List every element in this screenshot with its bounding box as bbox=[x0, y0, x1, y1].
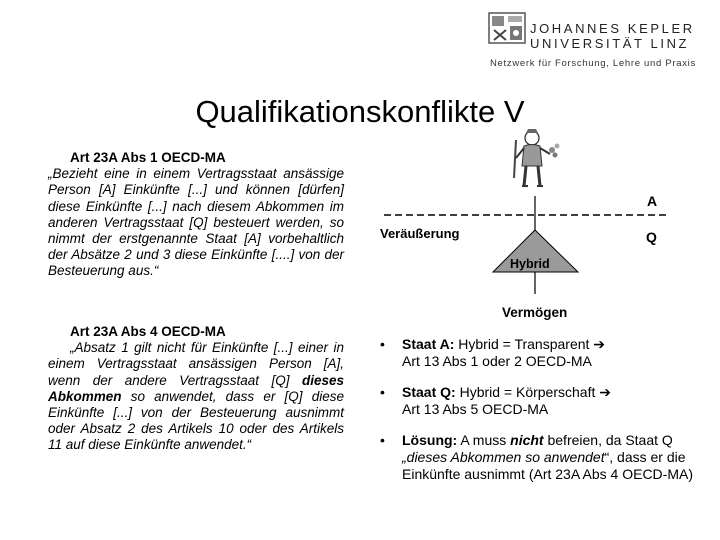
bullet-text: Hybrid = Körperschaft bbox=[455, 384, 600, 400]
article-2-quote-bold: dieses Abkommen bbox=[48, 372, 344, 404]
university-name-line1: JOHANNES KEPLER bbox=[530, 21, 695, 36]
bullet-italic: „dieses Abkommen so anwendet bbox=[402, 449, 605, 465]
label-hybrid: Hybrid bbox=[510, 257, 550, 271]
bullet-item bbox=[378, 336, 698, 370]
bullet-text: A muss bbox=[457, 432, 511, 448]
label-state-q: Q bbox=[646, 229, 657, 245]
university-name bbox=[530, 22, 695, 50]
article-2-block bbox=[48, 324, 344, 454]
bullet-item bbox=[378, 432, 698, 483]
bullet-emphasis: nicht bbox=[510, 432, 544, 448]
bullet-item bbox=[378, 384, 698, 418]
university-name-line2: UNIVERSITÄT LINZ bbox=[530, 36, 690, 51]
label-state-a: A bbox=[647, 193, 658, 209]
bullet-marker: • bbox=[380, 432, 385, 448]
bullet-tail: “, dass er die Einkünfte ausnimmt (Art 23A Abs 4 OECD-MA) bbox=[402, 449, 693, 482]
bullet-lead: Lösung: bbox=[402, 432, 458, 448]
article-2-quote-part2: so anwendet, dass er [Q] diese Einkünfte [...] von der Besteuerung ausnimmt oder Absatz 2 des Artikels 10 oder des Artikels 11 auf diese Einkünfte anwendet.“ bbox=[48, 388, 344, 453]
article-2-heading: Art 23A Abs 4 OECD-MA bbox=[70, 324, 226, 339]
structure-diagram bbox=[360, 126, 720, 296]
article-1-quote: „Bezieht eine in einem Vertragsstaat ansässige Person [A] Einkünfte [...] und können [dürfen] diese Einkünfte [...] nach diesem Abkommen im anderen Vertragsstaat [Q] besteuert werden, so nimmt der erstgenannte Staat [A] vorbehaltlich der Absätze 2 und 3 diese Einkünfte [....] von der Besteuerung aus.“ bbox=[48, 166, 344, 279]
bullet-lead: Staat Q: bbox=[402, 384, 456, 400]
university-tagline: Netzwerk für Forschung, Lehre und Praxis bbox=[490, 58, 696, 69]
article-2-quote-part1: „Absatz 1 gilt nicht für Einkünfte [...] einer in einem Vertragsstaat ansässigen Person [A], wenn der andere Vertragsstaat [Q] bbox=[48, 340, 344, 388]
article-2-quote bbox=[48, 340, 344, 453]
bullet-marker: • bbox=[380, 384, 385, 400]
article-1-heading: Art 23A Abs 1 OECD-MA bbox=[70, 150, 226, 165]
bullet-text-2: befreien, da Staat Q bbox=[543, 432, 673, 448]
article-1-block bbox=[48, 150, 344, 280]
bullet-tail: Art 13 Abs 1 oder 2 OECD-MA bbox=[402, 353, 592, 369]
bullet-lead: Staat A: bbox=[402, 336, 455, 352]
slide-title: Qualifikationskonflikte V bbox=[195, 94, 525, 129]
arrow-right-icon: ➔ bbox=[599, 384, 611, 400]
university-crest-icon bbox=[488, 12, 526, 44]
label-vermoegen: Vermögen bbox=[502, 305, 568, 320]
bullet-tail: Art 13 Abs 5 OECD-MA bbox=[402, 401, 549, 417]
arrow-right-icon: ➔ bbox=[593, 336, 606, 352]
bullet-list bbox=[378, 336, 698, 497]
bullet-marker: • bbox=[380, 336, 385, 352]
bullet-text: Hybrid = Transparent bbox=[454, 336, 594, 352]
label-veraeusserung: Veräußerung bbox=[380, 226, 460, 241]
person-icon bbox=[514, 129, 560, 186]
